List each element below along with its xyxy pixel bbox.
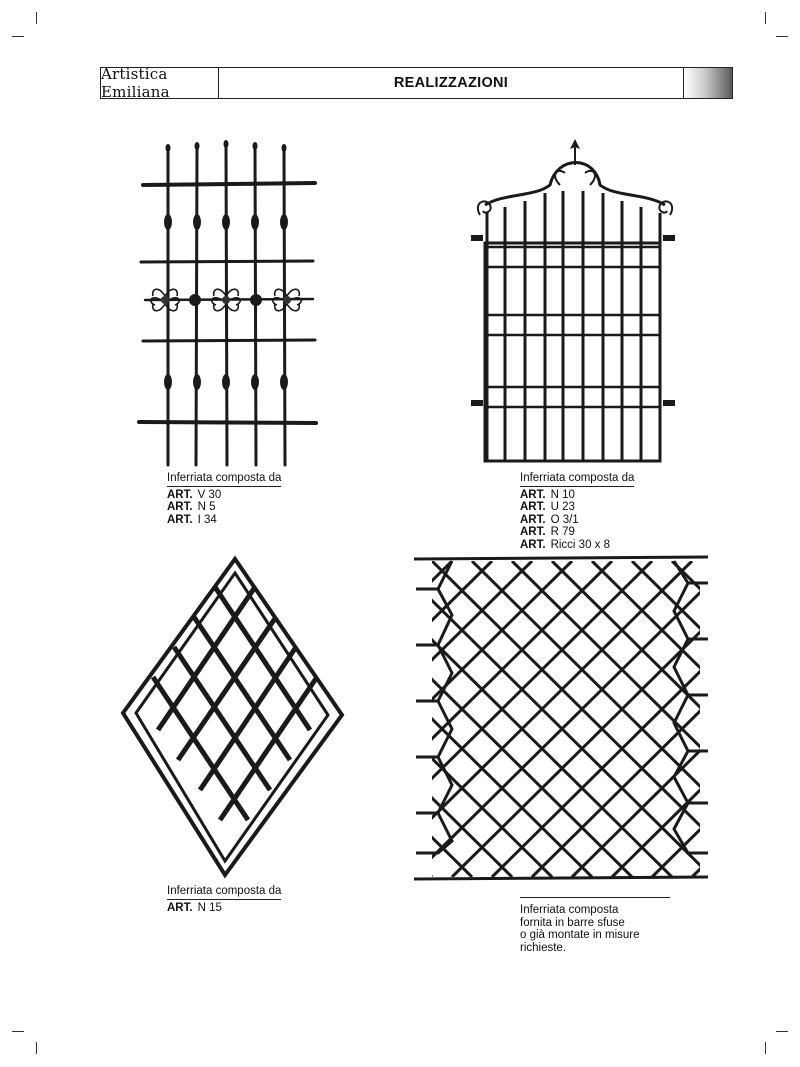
article-row: ART. N 10 [520, 488, 575, 501]
page-header [100, 67, 733, 99]
page-title: REALIZZAZIONI [393, 75, 509, 91]
crop-mark [765, 12, 766, 24]
gradient-block [683, 68, 732, 98]
caption-figure-3 [167, 885, 281, 914]
article-row: ART. R 79 [520, 526, 575, 538]
crop-mark [36, 12, 37, 24]
caption-title: Inferriata composta da [167, 885, 281, 900]
caption-title: Inferriata composta da [167, 472, 281, 487]
article-row: ART. Ricci 30 x 8 [520, 538, 610, 551]
article-row: ART. O 3/1 [520, 513, 579, 526]
grille-figure-3 [120, 555, 345, 880]
crop-mark [12, 36, 24, 37]
article-row: ART. N 15 [167, 901, 222, 914]
article-row: ART. U 23 [520, 501, 575, 513]
grille-figure-2 [465, 135, 685, 465]
article-row: ART. I 34 [167, 513, 217, 526]
note-line: Inferriata composta [520, 904, 619, 916]
crop-mark [776, 36, 788, 37]
note-line: fornita in barre sfuse [520, 916, 625, 929]
crop-mark [36, 1042, 37, 1054]
caption-figure-4 [520, 897, 670, 954]
note-line: o già montate in misure [520, 929, 640, 941]
crop-mark [776, 1031, 788, 1032]
grille-figure-1 [135, 140, 320, 470]
crop-mark [12, 1031, 24, 1032]
note-line: richieste. [520, 941, 567, 954]
caption-figure-1 [167, 472, 281, 526]
article-row: ART. N 5 [167, 501, 216, 513]
article-row: ART. V 30 [167, 488, 222, 501]
brand-logo: Artistica Emiliana [101, 68, 219, 98]
crop-mark [765, 1042, 766, 1054]
caption-figure-2 [520, 472, 634, 551]
caption-title: Inferriata composta da [520, 472, 634, 487]
grille-figure-4 [412, 553, 712, 883]
